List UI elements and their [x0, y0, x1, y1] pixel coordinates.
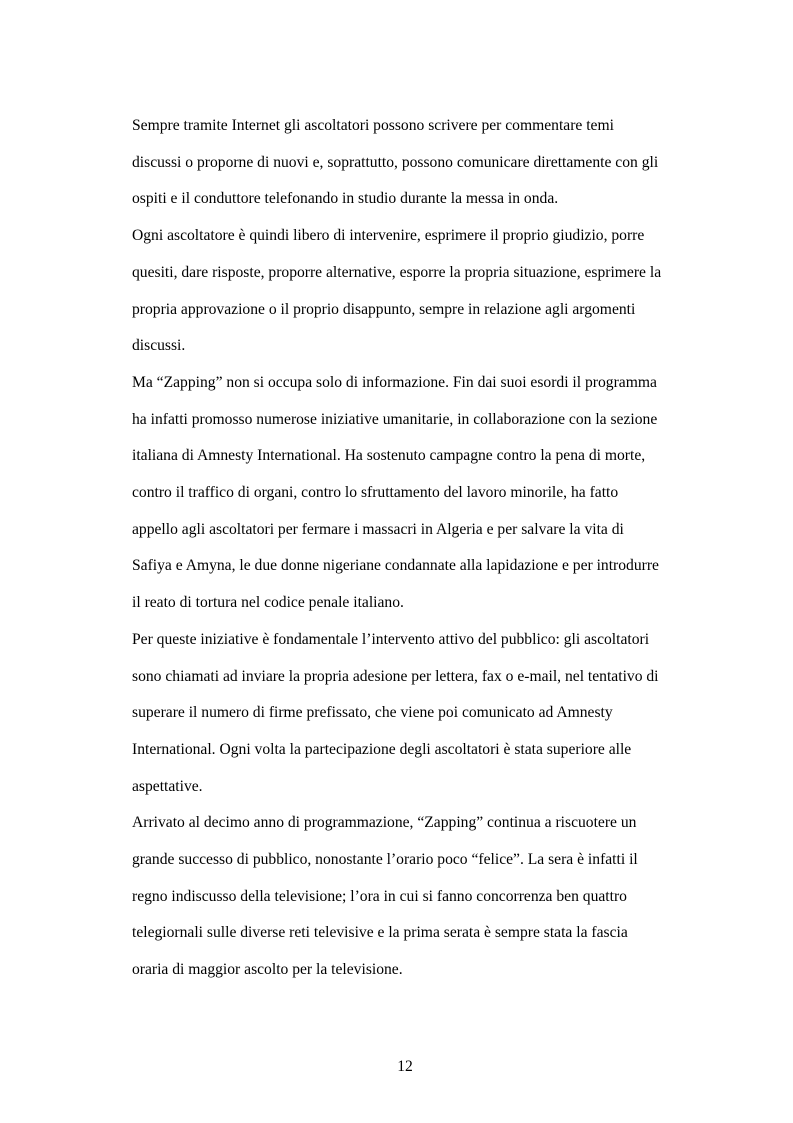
body-text: [132, 108, 681, 989]
paragraph-4: Per queste iniziative è fondamentale l’intervento attivo del pubblico: gli ascoltatori sono chiamati ad inviare la propria adesione per lettera, fax o e-mail, nel tentativo di superare il numero di firme prefissato, che viene poi comunicato ad Amnesty International. Ogni volta la partecipazione degli ascoltatori è stata superiore alle aspettative.: [132, 630, 659, 795]
paragraph-5: Arrivato al decimo anno di programmazione, “Zapping” continua a riscuotere un grande successo di pubblico, nonostante l’orario poco “felice”. La sera è infatti il regno indiscusso della televisione; l’ora in cui si fanno concorrenza ben quattro telegiornali sulle diverse reti televisive e la prima serata è sempre stata la fascia oraria di maggior ascolto per la televisione.: [132, 814, 638, 979]
paragraph-1: Sempre tramite Internet gli ascoltatori possono scrivere per commentare temi discussi o proporne di nuovi e, soprattutto, possono comunicare direttamente con gli ospiti e il conduttore telefonando in studio durante la messa in onda.: [132, 117, 659, 208]
page-number: 12: [397, 1058, 413, 1075]
paragraph-3: Ma “Zapping” non si occupa solo di informazione. Fin dai suoi esordi il programma ha infatti promosso numerose iniziative umanitarie, in collaborazione con la sezione italiana di Amnesty International. Ha sostenuto campagne contro la pena di morte, contro il traffico di organi, contro lo sfruttamento del lavoro minorile, ha fatto appello agli ascoltatori per fermare i massacri in Algeria e per salvare la vita di Safiya e Amyna, le due donne nigeriane condannate alla lapidazione e per introdurre il reato di tortura nel codice penale italiano.: [132, 373, 659, 612]
paragraph-2: Ogni ascoltatore è quindi libero di intervenire, esprimere il proprio giudizio, porre quesiti, dare risposte, proporre alternative, esporre la propria situazione, esprimere la propria approvazione o il proprio disappunto, sempre in relazione agli argomenti discussi.: [132, 227, 662, 355]
